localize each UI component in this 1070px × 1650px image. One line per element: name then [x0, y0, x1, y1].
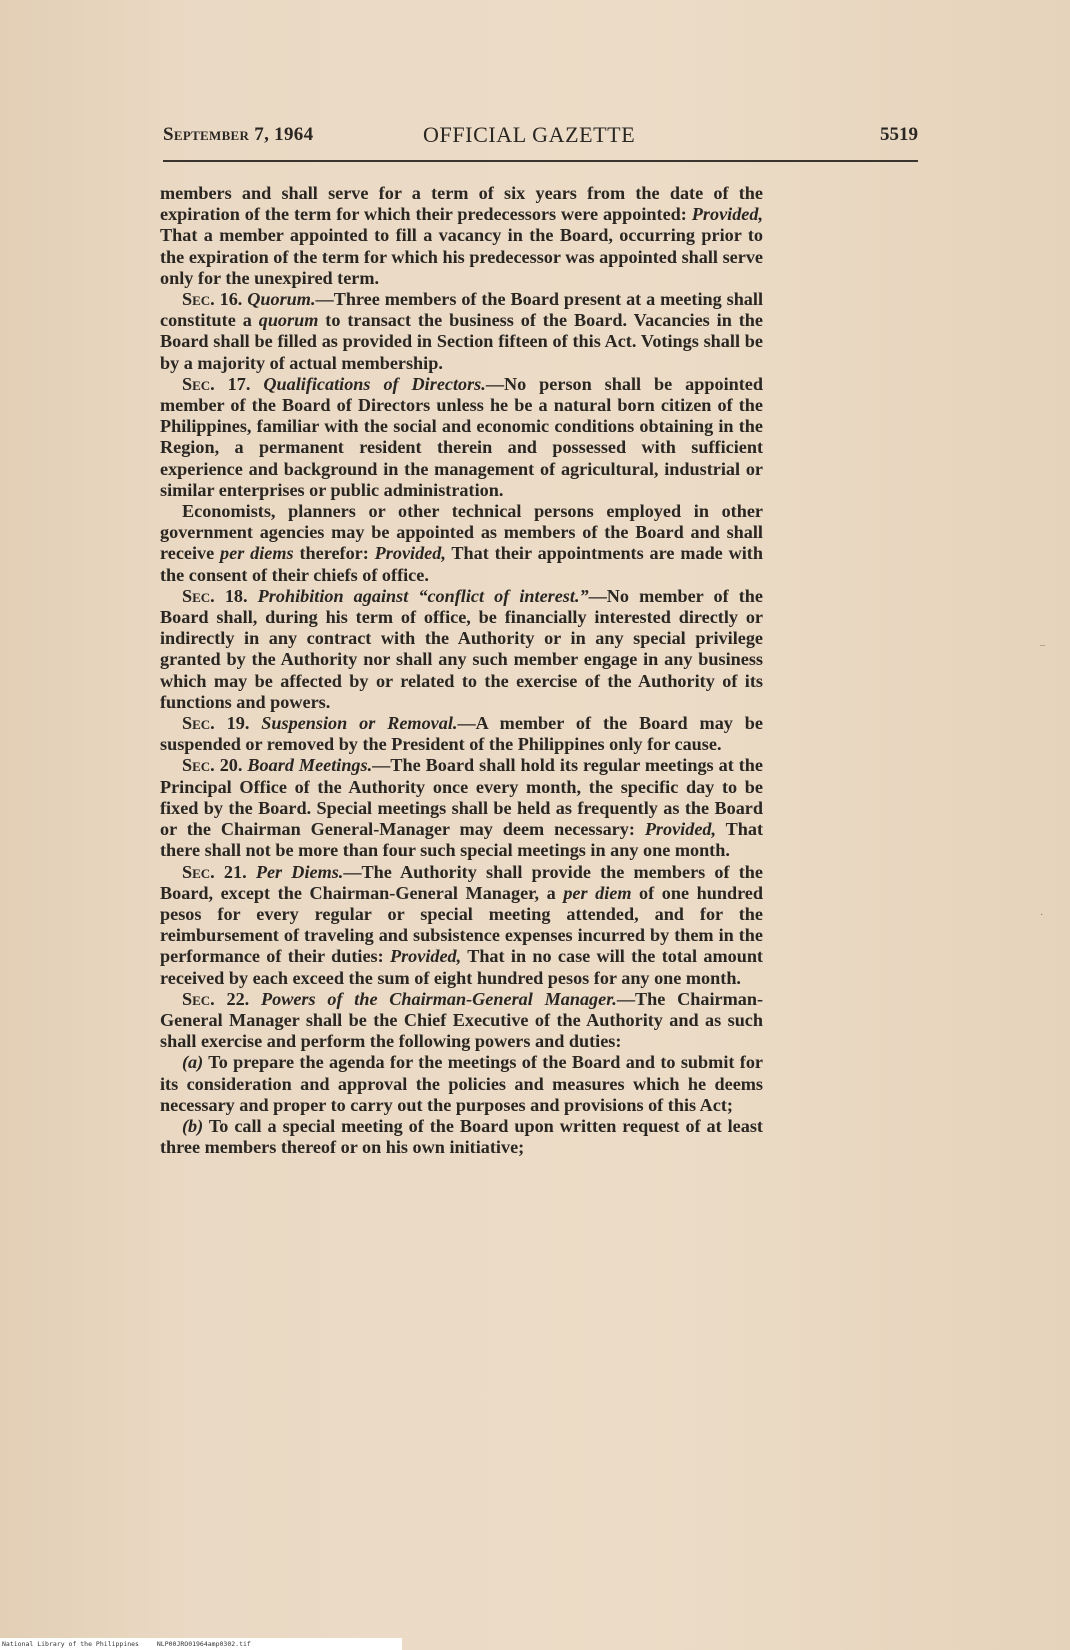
- clause-label: (a): [182, 1052, 204, 1073]
- section-19: Sec. 19. Suspension or Removal.—A member of the Board may be suspended or removed by the President of the Philippines only for cause.: [160, 713, 763, 755]
- scan-footer: [0, 1638, 402, 1650]
- section-16: Sec. 16. Quorum.—Three members of the Board present at a meeting shall constitute a quorum to transact the business of the Board. Vacancies in the Board shall be filled as provided in Section fifteen of this Act. Votings shall be by a majority of actual membership.: [160, 289, 764, 373]
- clause-label: (b): [182, 1115, 204, 1136]
- section-18: Sec. 18. Prohibition against “conflict of interest.”—No member of the Board shall, during his term of office, be financially interested directly or indirectly in any contract with the Authority or in any special privilege granted by the Authority nor shall any such member engage in any business which may be affected by or related to the exercise of the Authority of its functions and powers.: [160, 585, 763, 712]
- section-20: Sec. 20. Board Meetings.—The Board shall hold its regular meetings at the Principal Office of the Authority once every month, the specific day to be fixed by the Board. Special meetings shall be held as frequently as the Board or the Chairman General-Manager may deem necessary: Provided, That there shall not be more than four such special meetings in any one month.: [160, 755, 763, 861]
- document-body: [160, 183, 763, 1158]
- clause-b: (b) To call a special meeting of the Board upon written request of at least three members thereof or on his own initiative;: [160, 1115, 763, 1158]
- section-number: Sec. 16.: [182, 289, 243, 310]
- section-heading: Suspension or Removal.: [261, 713, 458, 734]
- header-date: September 7, 1964: [163, 124, 314, 145]
- section-17: Sec. 17. Qualifications of Directors.—No person shall be appointed member of the Board of Directors unless he be a natural born citizen of the Philippines, familiar with the social and economic conditions obtaining in the Region, a permanent resident therein and possessed with sufficient experience and background in the management of agricultural, industrial or similar enterprises or public administration.: [160, 373, 763, 500]
- section-number: Sec. 21.: [182, 861, 247, 882]
- section-heading: Quorum.: [247, 289, 316, 310]
- section-17-paragraph-2: Economists, planners or other technical persons employed in other government agencies may be appointed as members of the Board and shall receive per diems therefor: Provided, That their appointments are made with the consent of their chiefs of office.: [160, 501, 763, 585]
- section-number: Sec. 18.: [182, 585, 248, 606]
- paragraph-continuation: members and shall serve for a term of six years from the date of the expiration of the term for which their predecessors were appointed: Provided, That a member appointed to fill a vacancy in the Board, occurring prior to the expiration of the term for which his predecessor was appointed shall serve only for the unexpired term.: [160, 183, 763, 288]
- section-21: Sec. 21. Per Diems.—The Authority shall provide the members of the Board, except the Chairman-General Manager, a per diem of one hundred pesos for every regular or special meeting attended, and for the reimbursement of traveling and subsistence expenses incurred by them in the performance of their duties: Provided, That in no case will the total amount received by each exceed the sum of eight hundred pesos for any one month.: [160, 861, 763, 988]
- section-number: Sec. 17.: [182, 373, 251, 394]
- section-heading: Board Meetings.: [247, 755, 373, 776]
- section-heading: Per Diems.: [255, 861, 344, 882]
- header-title: OFFICIAL GAZETTE: [423, 122, 636, 147]
- section-heading: Qualifications of Directors.: [263, 373, 486, 394]
- footer-library: National Library of the Philippines: [2, 1640, 139, 1648]
- section-number: Sec. 22.: [182, 988, 250, 1009]
- footer-file: NLP00JRO01964amp0302.tif: [156, 1640, 251, 1648]
- page-header: [163, 124, 918, 154]
- page-number: 5519: [880, 124, 918, 145]
- section-number: Sec. 19.: [182, 713, 250, 734]
- section-heading: Prohibition against “conflict of interest.”: [257, 585, 589, 606]
- scan-speck: –: [1040, 640, 1045, 651]
- header-rule: [163, 160, 918, 162]
- clause-a: (a) To prepare the agenda for the meetings of the Board and to submit for its consideration and approval the policies and measures which he deems necessary and proper to carry out the purposes and provisions of this Act;: [160, 1052, 763, 1115]
- section-heading: Powers of the Chairman-General Manager.: [261, 988, 617, 1009]
- section-22: Sec. 22. Powers of the Chairman-General Manager.—The Chairman-General Manager shall be the Chief Executive of the Authority and as such shall exercise and perform the following powers and duties:: [160, 988, 764, 1052]
- section-number: Sec. 20.: [182, 755, 243, 776]
- scan-speck: ·: [1040, 910, 1044, 921]
